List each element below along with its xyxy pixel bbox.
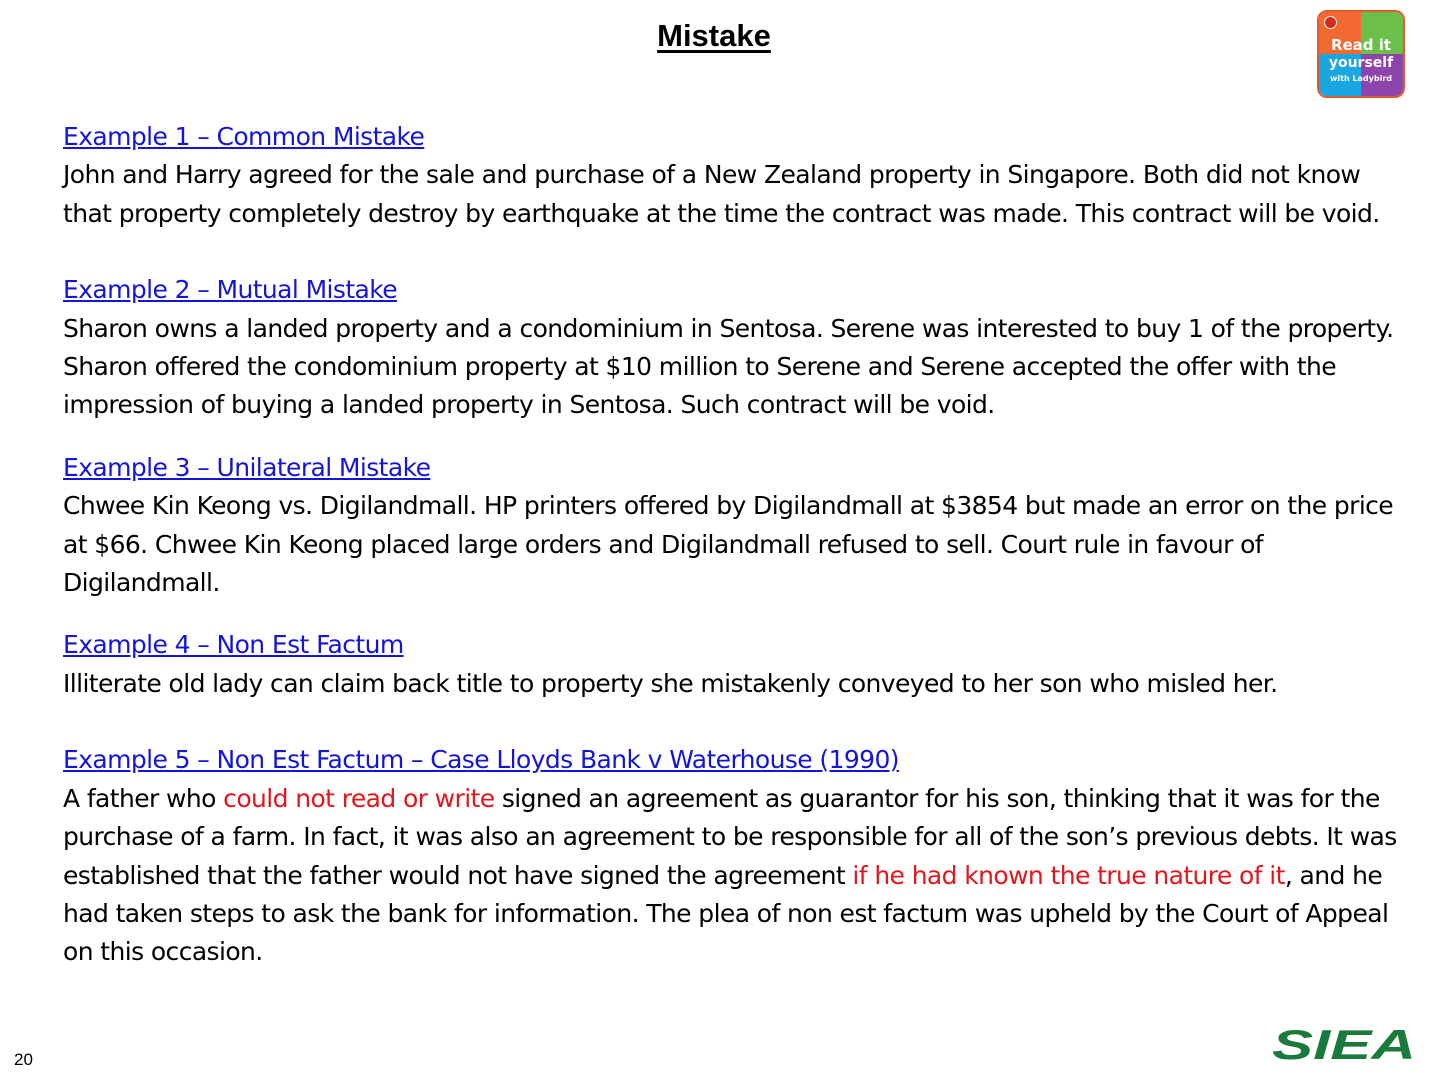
example-2-body: Sharon owns a landed property and a condominium in Sentosa. Serene was interested to buy 1 of the property. Sharon offered the condominium property at $10 million to Serene and Serene accepted the offer with the impression of buying a landed property in Sentosa. Such contract will be void. [63, 313, 1394, 420]
ladybird-icon [1324, 16, 1337, 29]
example-1-heading-link[interactable]: Example 1 – Common Mistake [63, 122, 425, 151]
page-number: 20 [14, 1050, 33, 1069]
example-1 [63, 118, 1413, 233]
example-3 [63, 449, 1413, 603]
example-3-heading-link[interactable]: Example 3 – Unilateral Mistake [63, 452, 431, 482]
example-2 [63, 271, 1413, 425]
example-3-body: Chwee Kin Keong vs. Digilandmall. HP printers offered by Digilandmall at $3854 but made an error on the price at $66. Chwee Kin Keong placed large orders and Digilandmall refused to sell. Court rule in favour of Digilandmall. [63, 491, 1394, 598]
example-5-heading-link[interactable]: Example 5 – Non Est Factum – Case Lloyds Bank v Waterhouse (1990) [63, 745, 899, 775]
example-4-body: Illiterate old lady can claim back title to property she mistakenly conveyed to her son who misled her. [63, 668, 1278, 698]
example-5-body-part-3: , and he had taken steps to ask the bank for information. The plea of non est factum was upheld by the Court of Appeal on this occasion. [63, 860, 1389, 967]
read-it-yourself-badge-logo [1317, 10, 1405, 98]
example-5-body-part-1: A father who [63, 783, 224, 813]
page-title: Mistake [657, 18, 771, 53]
example-5-body-part-2: signed an agreement as guarantor for his son, thinking that it was for the purchase of a farm. In fact, it was also an agreement to be responsible for all of the son’s previous debts. It was established that the father would not have signed the agreement [63, 783, 1397, 890]
example-4-heading-link[interactable]: Example 4 – Non Est Factum [63, 630, 404, 660]
example-5-body [63, 780, 1413, 972]
siea-logo [1270, 1024, 1420, 1064]
examples-list [63, 118, 1413, 972]
example-5-highlight-2: if he had known the true nature of it [852, 860, 1285, 890]
example-5-highlight-1: could not read or write [223, 783, 495, 813]
badge-line-2: yourself [1328, 55, 1394, 71]
example-4 [63, 626, 1413, 703]
example-1-body: John and Harry agreed for the sale and purchase of a New Zealand property in Singapore. Both did not know that property completely destroy by earthquake at the time the contract was made. This contract will be void. [63, 160, 1380, 228]
siea-logo-text: SIEA [1272, 1024, 1416, 1064]
badge-line-3: with Ladybird [1329, 74, 1392, 83]
example-5 [63, 741, 1413, 971]
example-2-heading-link[interactable]: Example 2 – Mutual Mistake [63, 275, 398, 305]
badge-line-1: Read it [1330, 36, 1392, 54]
